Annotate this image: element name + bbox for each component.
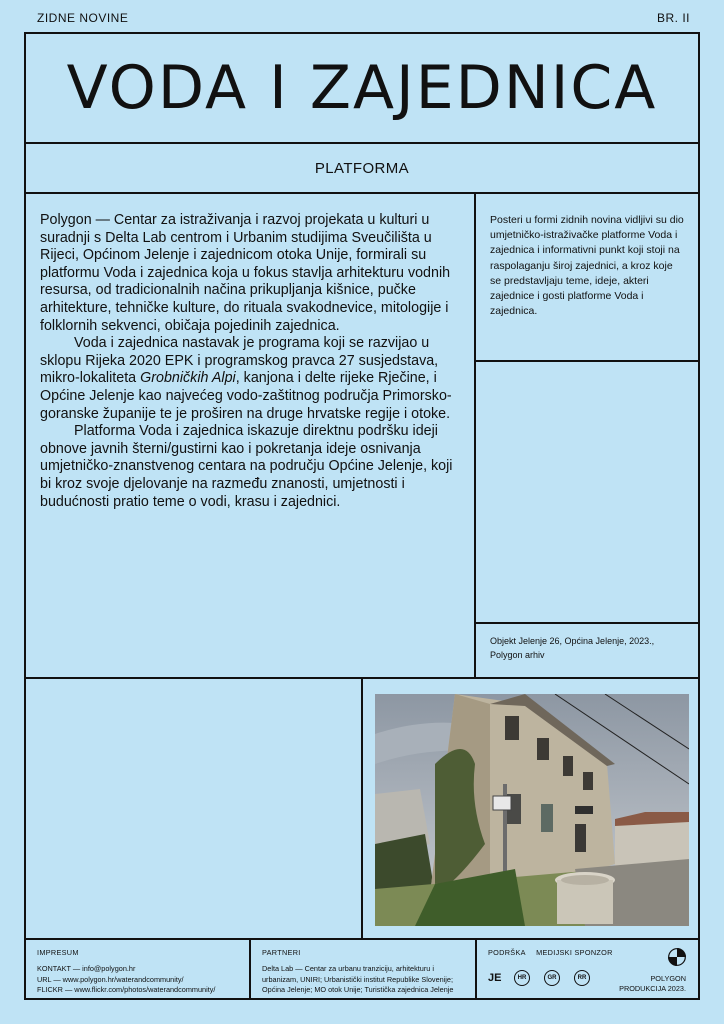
footer-partners bbox=[249, 938, 477, 1000]
ministry-logo-icon: HR bbox=[514, 970, 530, 986]
publication-label: ZIDNE NOVINE bbox=[37, 11, 129, 25]
article-paragraph-2-start: Voda i zajednica nastavak je programa koji se razvijao u sklopu Rijeka 2020 EPK i programskog pravca 27 susjedstava, mikro-lokaliteta bbox=[40, 335, 439, 387]
production-credit bbox=[619, 974, 686, 994]
radio-logo-icon: RR bbox=[574, 970, 590, 986]
page-title bbox=[24, 32, 700, 144]
side-note-text: Posteri u formi zidnih novina vidljivi su dio umjetničko-istraživačke platforme Voda i zajednica i informativni punkt koji stoji na raspolaganju široj zajednici, a kroz koje se predstavljaju teme, ideje, akteri zajednice i gosti platforme Voda i zajednica. bbox=[490, 214, 684, 318]
impresum-heading: IMPRESUM bbox=[37, 948, 79, 957]
article-paragraph-2-italic: Grobničkih Alpi bbox=[140, 370, 236, 387]
article-paragraph-2-end: , kanjona i delte rijeke Rječine, i Općine Jelenje kao najvećeg vodo-zaštitnog područja Primorsko-goranske županije te je proširen na druge hrvatske regije i otoke. bbox=[40, 370, 452, 422]
main-article bbox=[24, 192, 476, 679]
photo-caption-text: Objekt Jelenje 26, Općina Jelenje, 2023., Polygon arhiv bbox=[490, 636, 655, 660]
empty-panel-right bbox=[474, 360, 700, 624]
production-line-1: POLYGON bbox=[650, 974, 686, 983]
county-logo-icon: GR bbox=[544, 970, 560, 986]
production-line-2: PRODUKCIJA 2023. bbox=[619, 984, 686, 994]
issue-number: BR. II bbox=[656, 11, 690, 25]
polygon-logo-icon bbox=[668, 948, 686, 966]
support-heading: PODRŠKA bbox=[488, 948, 526, 957]
empty-panel-left bbox=[24, 677, 363, 940]
section-heading-text: PLATFORMA bbox=[314, 159, 410, 177]
article-paragraph-1: Polygon — Centar za istraživanja i razvoj projekata u kulturi u suradnji s Delta Lab centrom i Urbanim studijima Sveučilišta u Rijeci, Općinom Jelenje i zajednicom otoka Unije, formirali su platformu Voda i zajednica koja u fokus stavlja arhitekturu vodnih resursa, od tradicionalnih načina prikupljanja kišnice, pučke arhitekture, tehničke kulture, do rituala svakodnevice, mitologije i folklornih sekvenci, običaja pojedinih zajednica. bbox=[40, 212, 451, 334]
page-title-text: VODA I ZAJEDNICA bbox=[66, 53, 658, 123]
building-photo bbox=[375, 694, 689, 926]
jelenje-logo-icon: JE bbox=[488, 972, 502, 984]
website-link[interactable]: URL — www.polygon.hr/waterandcommunity/ bbox=[37, 974, 184, 984]
article-paragraph-3: Platforma Voda i zajednica iskazuje direktnu podršku ideji obnove javnih šterni/gustirni kao i pokretanja ideje osnivanja umjetničko-znanstvenog centara na području Općine Jelenje, koji bi kroz svoje djelovanje na razmeđu znanosti, umjetnosti i budućnosti pratio teme o vodi, krasu i zajednici. bbox=[40, 423, 453, 510]
partners-heading: PARTNERI bbox=[262, 948, 301, 957]
article-paragraph-2 bbox=[40, 335, 464, 423]
section-heading bbox=[24, 142, 700, 194]
side-note bbox=[474, 192, 700, 362]
footer-sponsors bbox=[475, 938, 700, 1000]
contact-email[interactable]: KONTAKT — info@polygon.hr bbox=[37, 964, 136, 974]
footer-impresum bbox=[24, 938, 251, 1000]
partners-list: Delta Lab — Centar za urbanu tranziciju, arhitekturu i urbanizam, UNIRI; Urbanistički institut Republike Slovenije; Općina Jelenje; MO otok Unije; Turistička zajednica Jelenje bbox=[262, 964, 454, 995]
media-sponsor-heading: MEDIJSKI SPONZOR bbox=[536, 948, 613, 957]
sponsor-headings bbox=[488, 948, 690, 958]
flickr-link[interactable]: FLICKR — www.flickr.com/photos/waterandcommunity/ bbox=[37, 985, 216, 995]
sponsor-logos bbox=[488, 970, 590, 986]
photo-caption bbox=[474, 622, 700, 679]
photo-frame bbox=[361, 677, 700, 940]
